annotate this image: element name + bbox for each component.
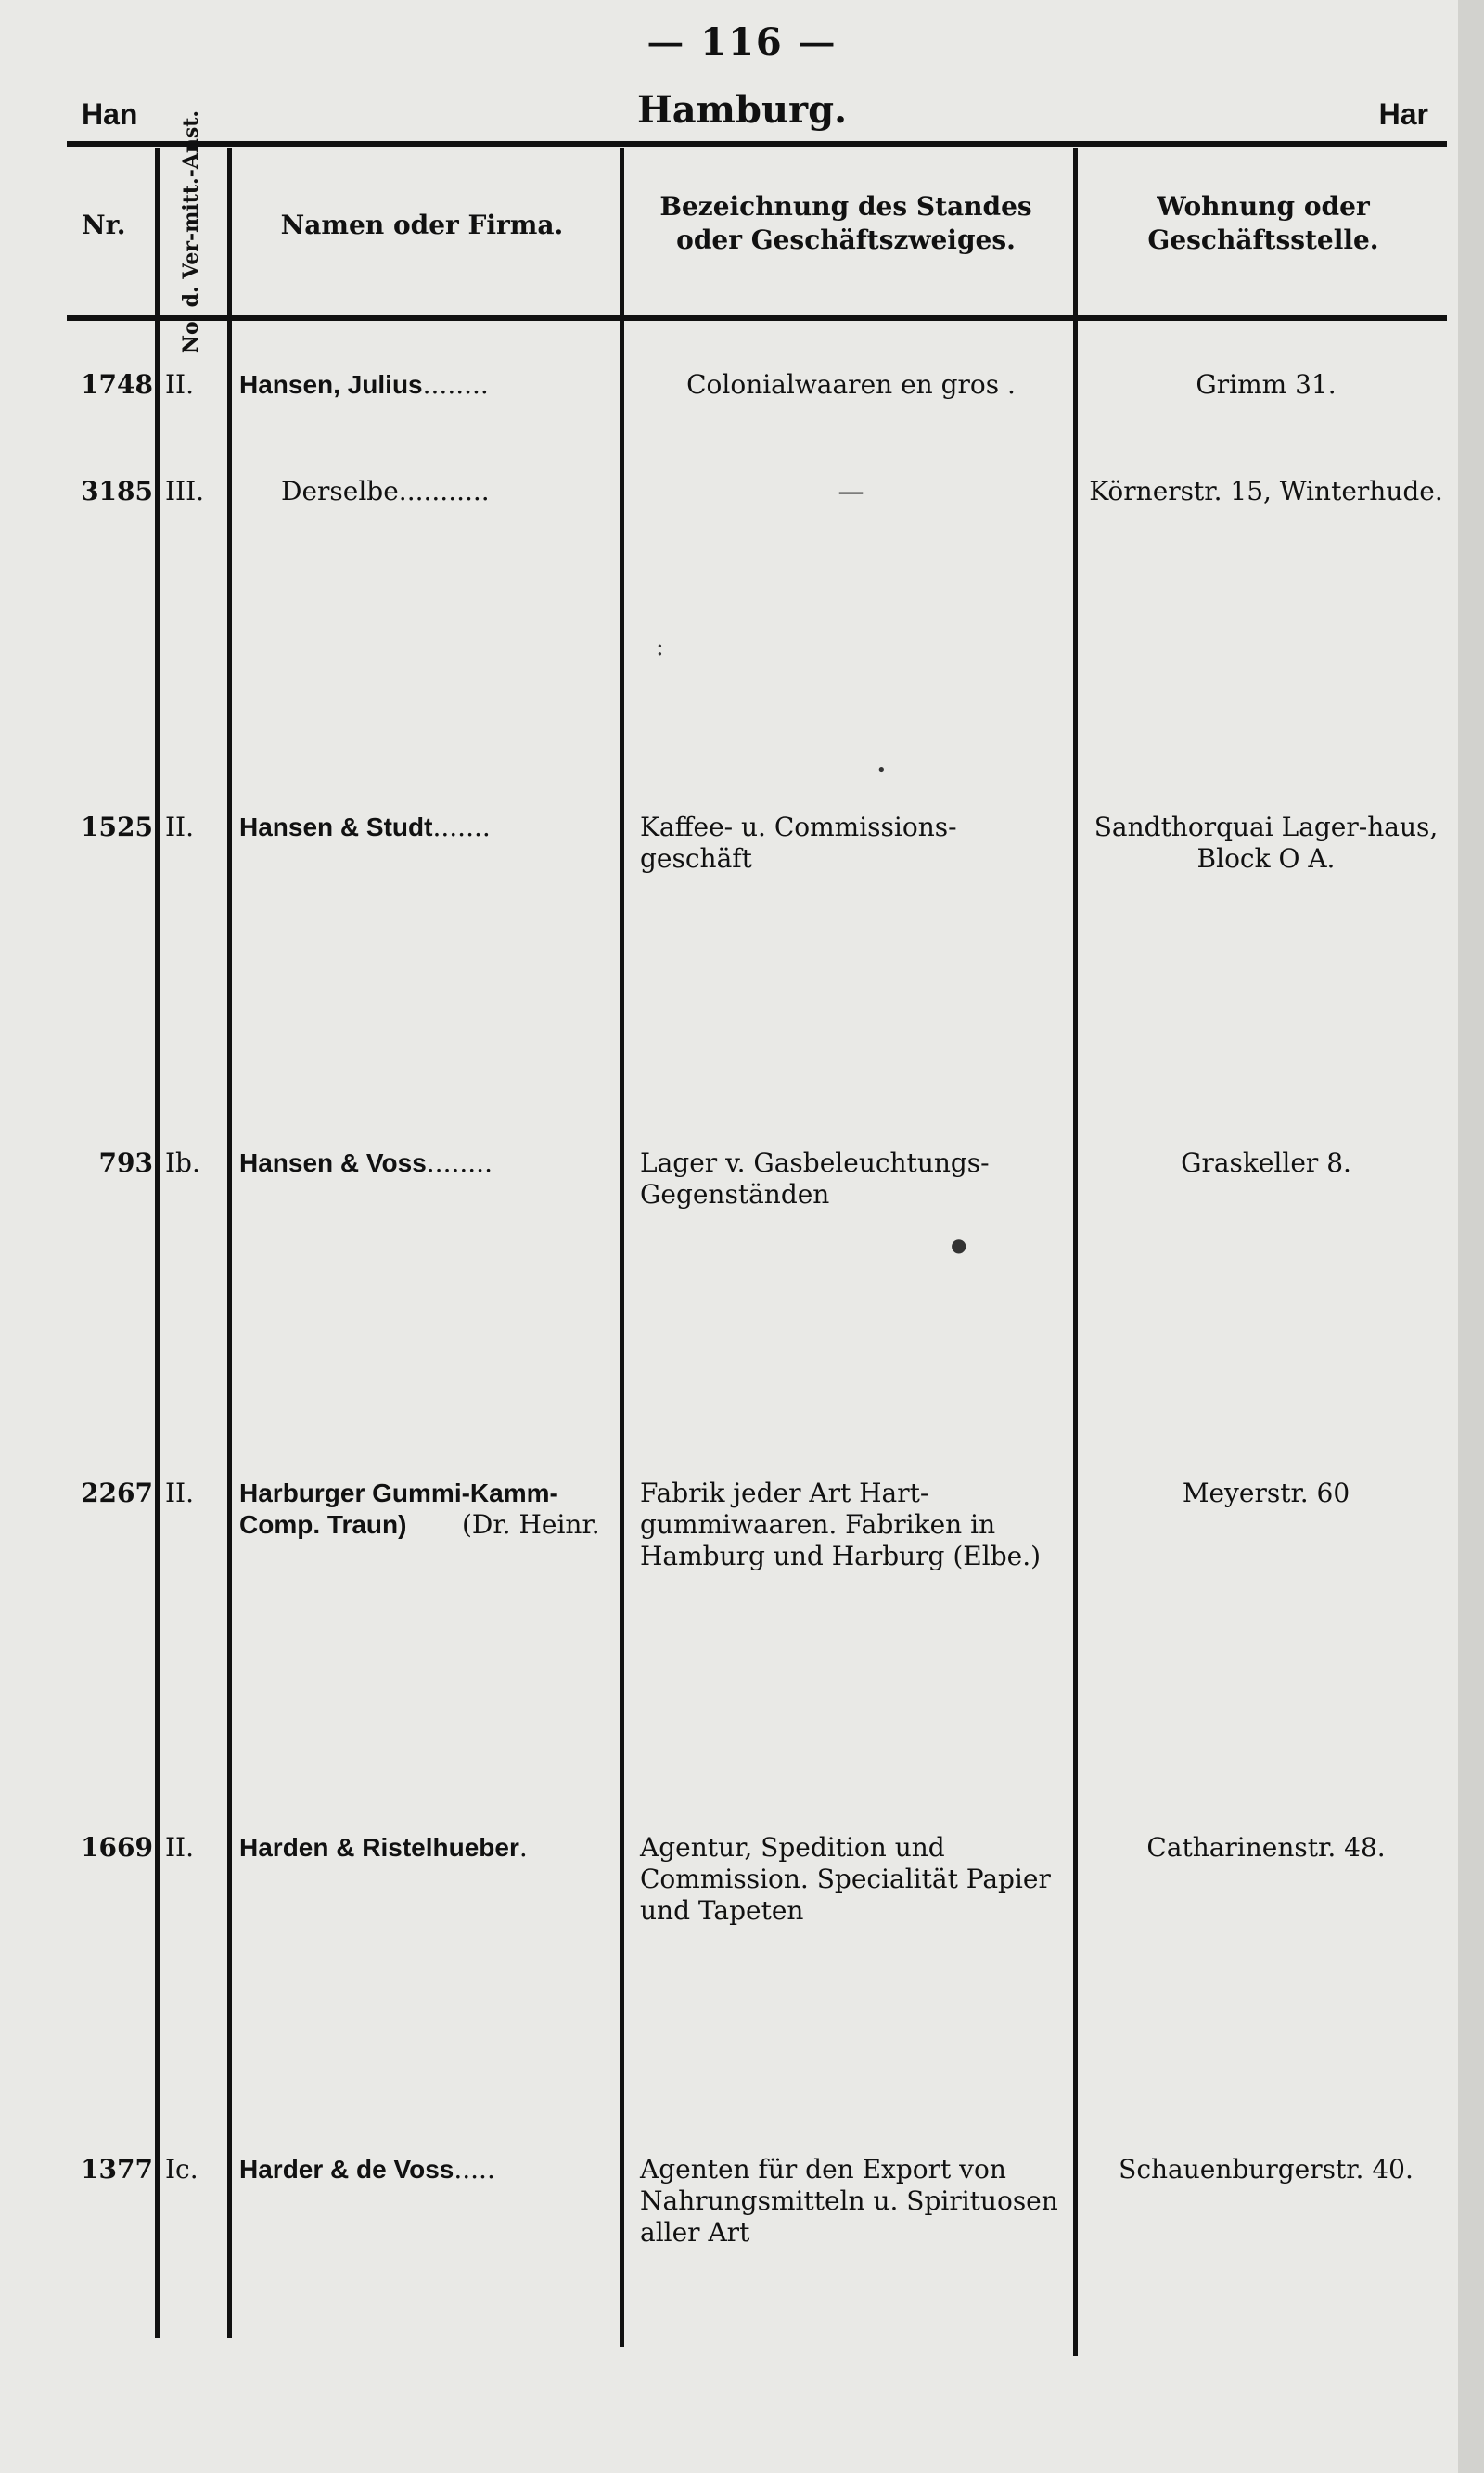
entry-name: Derselbe...........: [281, 476, 490, 506]
entry-name-text: Hansen, Julius: [239, 370, 423, 399]
column-divider-3: [620, 148, 624, 2347]
entry-number: 1748: [81, 369, 153, 400]
column-divider-1: [155, 148, 160, 2338]
entry-class: Ic.: [165, 2154, 198, 2185]
page-binding-edge: [1458, 0, 1484, 2473]
entry-class: Ib.: [165, 1147, 200, 1178]
column-header-business: Bezeichnung des Standes oder Geschäftszweiges.: [659, 191, 1032, 255]
entry-address: Grimm 31.: [1196, 369, 1337, 400]
print-speck: :: [656, 634, 664, 661]
entry-business: Agenten für den Export von Nahrungsmitteln u. Spirituosen aller Art: [640, 2154, 1058, 2248]
entry-number: 793: [98, 1147, 153, 1178]
entry-business: —: [838, 476, 864, 506]
column-header-class: [158, 109, 224, 354]
entry-name: Harden & Ristelhueber.: [239, 1832, 528, 1863]
print-speck: •: [876, 761, 887, 780]
entry-name-text: Harburger Gummi-Kamm-Comp. Traun): [239, 1479, 558, 1539]
entry-class: II.: [165, 1832, 195, 1863]
entry-business: Agentur, Spedition und Commission. Specialität Papier und Tapeten: [640, 1832, 1051, 1926]
entry-business: Lager v. Gasbeleuchtungs-Gegenständen: [640, 1147, 990, 1210]
entry-class: II.: [165, 1478, 195, 1508]
entry-number: 1377: [81, 2154, 153, 2185]
entry-address: Meyerstr. 60: [1182, 1478, 1350, 1508]
entry-number: 3185: [81, 476, 153, 506]
column-header-nr: Nr.: [82, 210, 126, 240]
entry-business: Colonialwaaren en gros .: [686, 369, 1016, 400]
entry-name: [239, 1478, 615, 1541]
print-speck: ●: [951, 1234, 967, 1256]
entry-name-text: Hansen & Studt: [239, 813, 433, 841]
running-head-right: Har: [1378, 97, 1428, 131]
entry-number: 2267: [81, 1478, 153, 1508]
entry-address: Sandthorquai Lager-haus, Block O A.: [1094, 812, 1439, 874]
entry-number: 1669: [81, 1832, 153, 1863]
entry-name-text: Derselbe: [281, 476, 399, 506]
entry-business: Kaffee- u. Commissions-geschäft: [640, 812, 957, 874]
running-title: Hamburg.: [636, 88, 848, 132]
entry-name: Hansen & Voss........: [239, 1147, 493, 1178]
entry-name-text: Harder & de Voss: [239, 2155, 454, 2184]
entry-address: Graskeller 8.: [1181, 1147, 1351, 1178]
entry-address: Schauenburgerstr. 40.: [1119, 2154, 1414, 2185]
running-head-left: Han: [82, 97, 138, 131]
column-header-name: Namen oder Firma.: [280, 210, 564, 240]
entry-name: Harder & de Voss.....: [239, 2154, 495, 2185]
entry-address: Körnerstr. 15, Winterhude.: [1089, 476, 1443, 506]
entry-class: II.: [165, 812, 195, 842]
top-rule: [67, 141, 1447, 147]
entry-name-text: Hansen & Voss: [239, 1148, 427, 1177]
column-header-address: Wohnung oder Geschäftsstelle.: [1147, 191, 1379, 255]
entry-name: Hansen & Studt.......: [239, 812, 491, 842]
entry-name-text: Harden & Ristelhueber: [239, 1833, 519, 1862]
header-bottom-rule: [67, 315, 1447, 321]
entry-class: II.: [165, 369, 195, 400]
column-header-class-text: No. d. Ver-mitt.-Anst.: [179, 109, 203, 354]
entry-number: 1525: [81, 812, 153, 842]
entry-class: III.: [165, 476, 205, 506]
entry-name-note: (Dr. Heinr.: [462, 1509, 600, 1540]
entry-name: Hansen, Julius........: [239, 369, 489, 400]
entry-business: Fabrik jeder Art Hart-gummiwaaren. Fabriken in Hamburg und Harburg (Elbe.): [640, 1478, 1042, 1571]
entry-address: Catharinenstr. 48.: [1146, 1832, 1386, 1863]
page-number: — 116 —: [646, 20, 838, 64]
column-divider-4: [1073, 148, 1078, 2356]
